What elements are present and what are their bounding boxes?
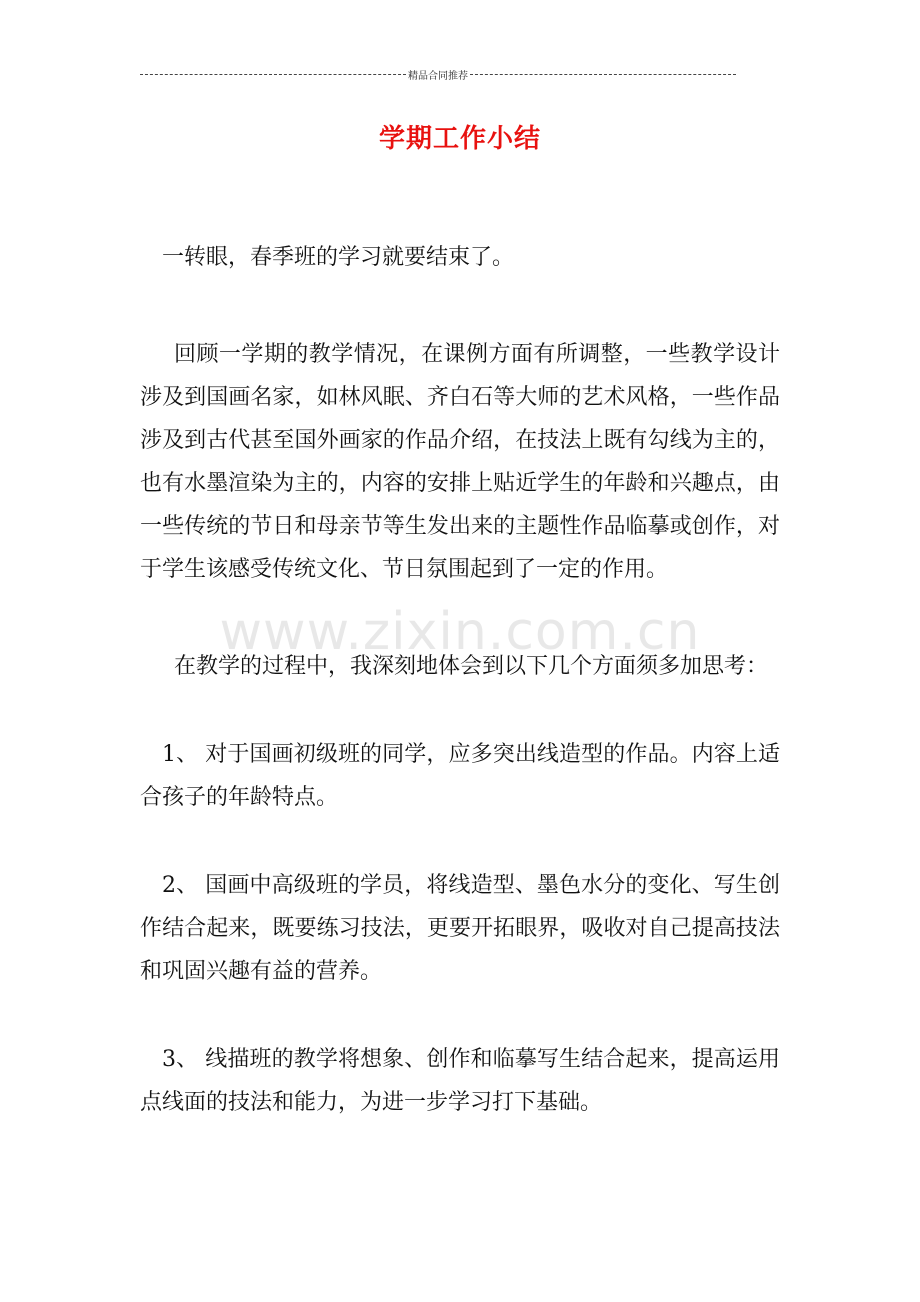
header-label: 精品合同推荐 bbox=[408, 71, 468, 82]
header-rule bbox=[140, 67, 736, 82]
paragraph-review: 回顾一学期的教学情况，在课例方面有所调整，一些教学设计涉及到国画名家，如林风眠、齐白石等大师的艺术风格，一些作品涉及到古代甚至国外画家的作品介绍，在技法上既有勾线为主的，也有水墨渲染为主的，内容的安排上贴近学生的年龄和兴趣点，由一些传统的节日和母亲节等生发出来的主题性作品临摹或创作，对于学生该感受传统文化、节日氛围起到了一定的作用。 bbox=[140, 342, 780, 582]
list-item-2: 2、 国画中高级班的学员，将线造型、墨色水分的变化、写生创作结合起来，既要练习技法，更要开拓眼界，吸收对自己提高技法和巩固兴趣有益的营养。 bbox=[140, 873, 780, 984]
header-dash-left bbox=[140, 74, 406, 75]
list-item-3: 3、 线描班的教学将想象、创作和临摹写生结合起来，提高运用点线面的技法和能力，为进一步学习打下基础。 bbox=[140, 1047, 780, 1115]
watermark: www.zixin.com.cn bbox=[219, 602, 701, 662]
header-dash-right bbox=[470, 74, 736, 75]
document-title: 学期工作小结 bbox=[378, 124, 541, 154]
list-item-1: 1、 对于国画初级班的同学，应多突出线造型的作品。内容上适合孩子的年龄特点。 bbox=[140, 742, 780, 810]
paragraph-reflection: 在教学的过程中，我深刻地体会到以下几个方面须多加思考： bbox=[174, 654, 769, 679]
paragraph-intro: 一转眼，春季班的学习就要结束了。 bbox=[162, 245, 515, 270]
document-body bbox=[140, 236, 780, 1124]
